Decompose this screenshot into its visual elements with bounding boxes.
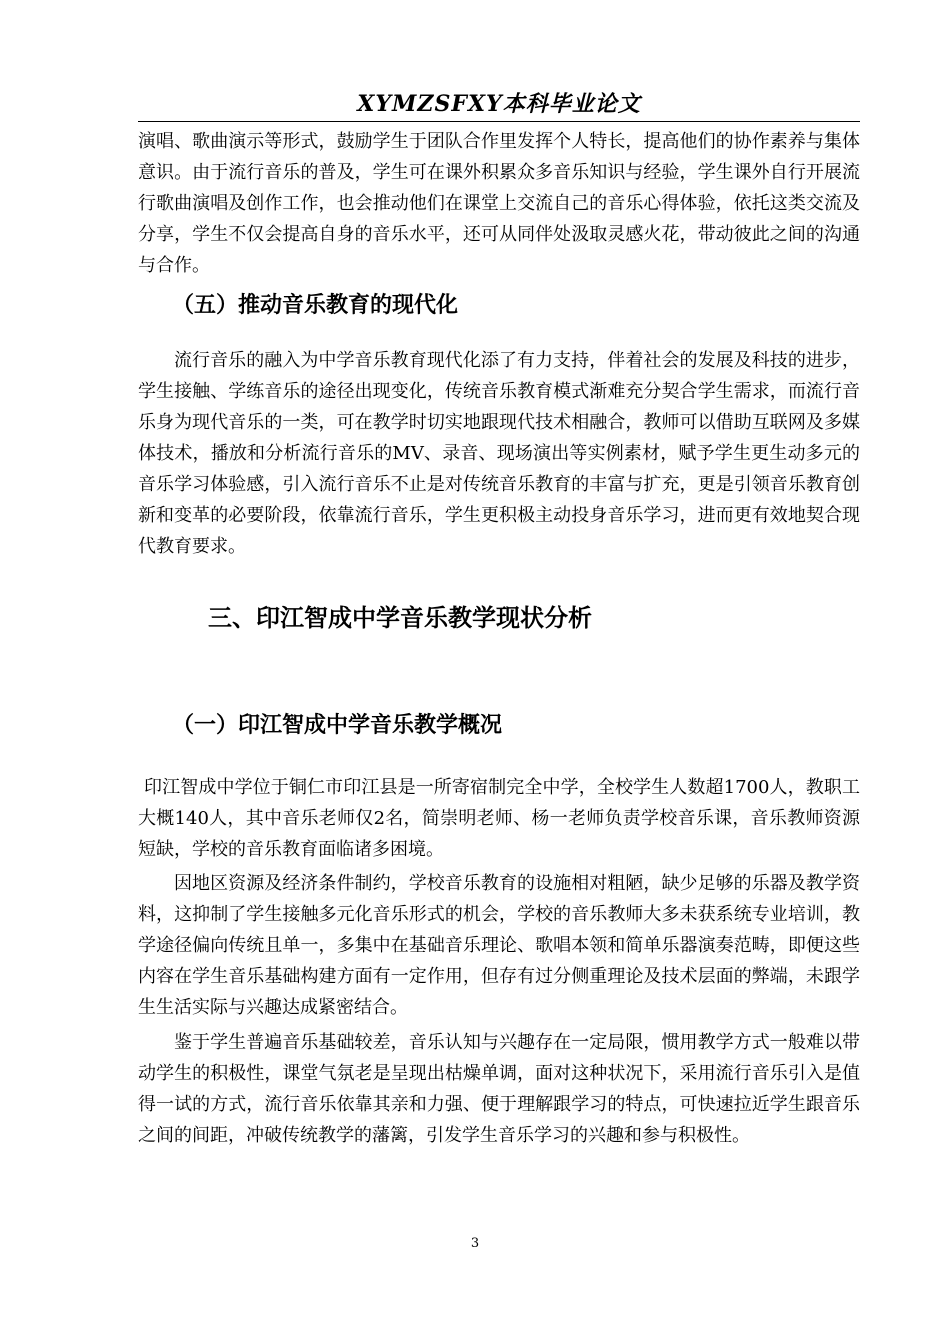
paragraph-school-overview: 印江智成中学位于铜仁市印江县是一所寄宿制完全中学，全校学生人数超1700人，教职工大概140人，其中音乐老师仅2名，简崇明老师、杨一老师负责学校音乐课，音乐教师资源短缺，学校的音乐教育面临诸多困境。	[138, 777, 860, 860]
page-number: 3	[470, 1236, 480, 1251]
paragraph-modernization: 流行音乐的融入为中学音乐教育现代化添了有力支持，伴着社会的发展及科技的进步，学生接触、学练音乐的途径出现变化，传统音乐教育模式渐难充分契合学生需求，而流行音乐身为现代音乐的一类，可在教学时切实地跟现代技术相融合，教师可以借助互联网及多媒体技术，播放和分析流行音乐的MV、录音、现场演出等实例素材，赋予学生更生动多元的音乐学习体验感，引入流行音乐不止是对传统音乐教育的丰富与扩充，更是引领音乐教育创新和变革的必要阶段，依靠流行音乐，学生更积极主动投身音乐学习，进而更有效地契合现代教育要求。	[138, 350, 860, 557]
section-heading-one: （一）印江智成中学音乐教学概况	[172, 713, 503, 738]
header-divider	[138, 121, 860, 122]
paragraph-popular-music-approach: 鉴于学生普遍音乐基础较差，音乐认知与兴趣存在一定局限，惯用教学方式一般难以带动学生的积极性，课堂气氛老是呈现出枯燥单调，面对这种状况下，采用流行音乐引入是值得一试的方式，流行音乐依靠其亲和力强、便于理解跟学习的特点，可快速拉近学生跟音乐之间的间距，冲破传统教学的藩篱，引发学生音乐学习的兴趣和参与积极性。	[138, 1032, 860, 1146]
page-header-title: XYMZSFXY本科毕业论文	[357, 91, 641, 117]
chapter-heading-three: 三、印江智成中学音乐教学现状分析	[208, 604, 592, 632]
section-heading-five: （五）推动音乐教育的现代化	[172, 293, 459, 318]
paragraph-resource-constraints: 因地区资源及经济条件制约，学校音乐教育的设施相对粗陋，缺少足够的乐器及教学资料，这抑制了学生接触多元化音乐形式的机会，学校的音乐教师大多未获系统专业培训，教学途径偏向传统且单一，多集中在基础音乐理论、歌唱本领和简单乐器演奏范畴，即便这些内容在学生音乐基础构建方面有一定作用，但存有过分侧重理论及技术层面的弊端，未跟学生生活实际与兴趣达成紧密结合。	[138, 873, 860, 1018]
paragraph-continued: 演唱、歌曲演示等形式，鼓励学生于团队合作里发挥个人特长，提高他们的协作素养与集体意识。由于流行音乐的普及，学生可在课外积累众多音乐知识与经验，学生课外自行开展流行歌曲演唱及创作工作，也会推动他们在课堂上交流自己的音乐心得体验，依托这类交流及分享，学生不仅会提高自身的音乐水平，还可从同伴处汲取灵感火花，带动彼此之间的沟通与合作。	[138, 131, 860, 276]
